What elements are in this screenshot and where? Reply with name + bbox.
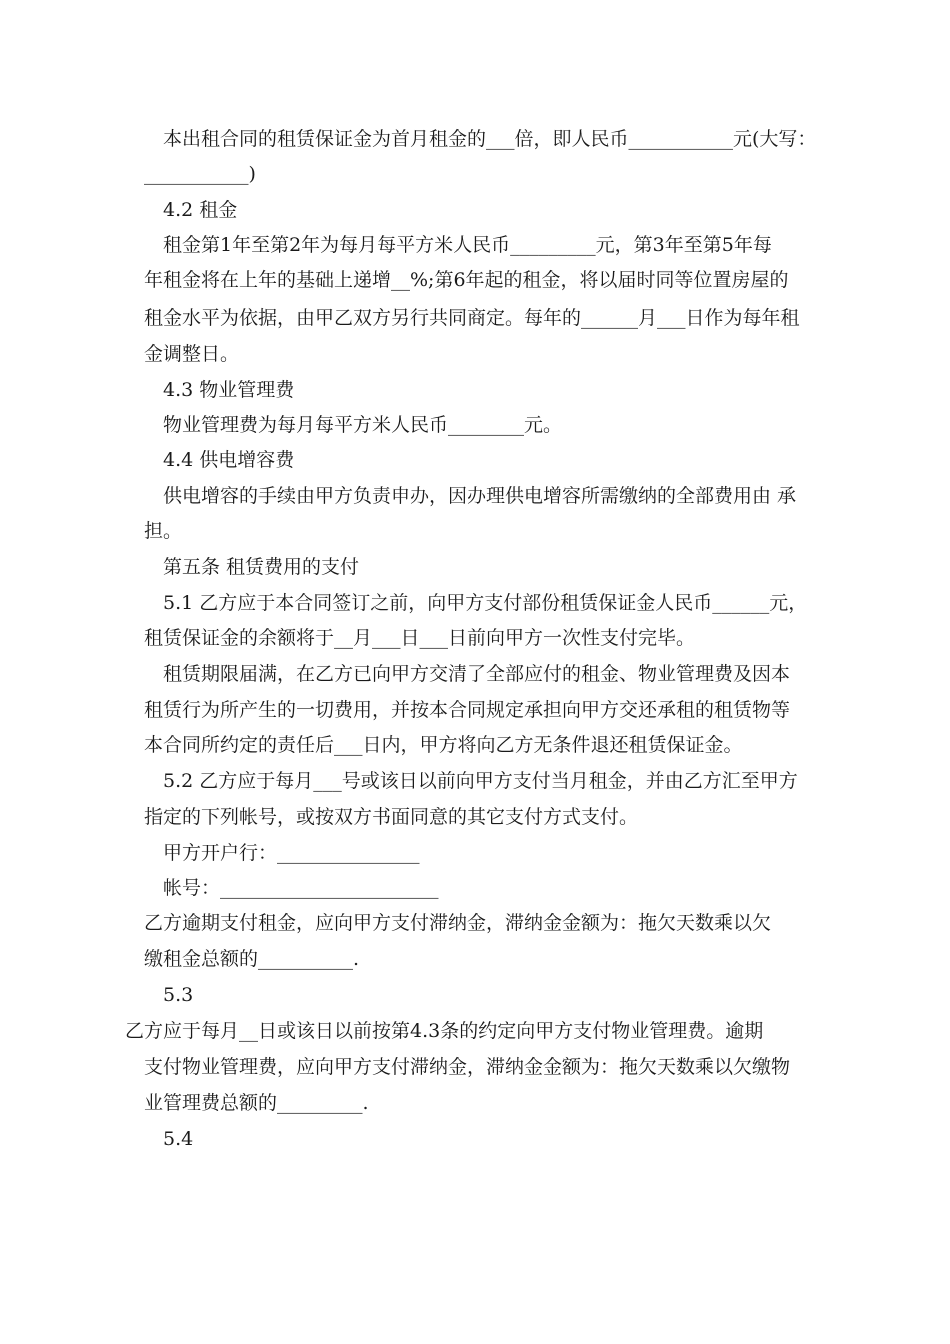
paragraph-line: 乙方逾期支付租金，应向甲方支付滞纳金，滞纳金金额为：拖欠天数乘以欠 (144, 912, 772, 934)
section-heading: 5.3 (163, 984, 194, 1006)
paragraph-line: 缴租金总额的__________. (144, 948, 360, 970)
article-heading: 第五条 租赁费用的支付 (163, 556, 360, 578)
paragraph-line: 租赁行为所产生的一切费用，并按本合同规定承担向甲方交还承租的租赁物等 (144, 699, 791, 721)
paragraph-line: 租赁期限届满，在乙方已向甲方交清了全部应付的租金、物业管理费及因本 (163, 663, 791, 685)
paragraph-line: 租赁保证金的余额将于__月___日___日前向甲方一次性支付完毕。 (144, 627, 696, 649)
paragraph-line: 供电增容的手续由甲方负责申办，因办理供电增容所需缴纳的全部费用由 承 (163, 485, 797, 507)
paragraph-line: 乙方应于每月__日或该日以前按第4.3条的约定向甲方支付物业管理费。逾期 (125, 1020, 764, 1042)
section-heading: 5.4 (163, 1128, 194, 1150)
paragraph-line: 本出租合同的租赁保证金为首月租金的___倍，即人民币___________元(大写： (163, 128, 817, 150)
paragraph-line: 支付物业管理费，应向甲方支付滞纳金，滞纳金金额为：拖欠天数乘以欠缴物 (144, 1056, 791, 1078)
paragraph-line: 5.1 乙方应于本合同签订之前，向甲方支付部份租赁保证金人民币______元， (163, 592, 808, 614)
paragraph-line: ___________) (144, 163, 256, 185)
paragraph-line: 金调整日。 (144, 343, 240, 365)
paragraph-line: 租金水平为依据，由甲乙双方另行共同商定。每年的______月___日作为每年租 (144, 307, 800, 329)
paragraph-line: 担。 (144, 520, 183, 542)
paragraph-line: 年租金将在上年的基础上递增__%;第6年起的租金，将以届时同等位置房屋的 (144, 269, 789, 291)
section-heading: 4.4 供电增容费 (163, 449, 295, 471)
account-number-line: 帐号：_______________________ (163, 877, 439, 899)
paragraph-line: 业管理费总额的_________. (144, 1092, 369, 1114)
paragraph-line: 租金第1年至第2年为每月每平方米人民币_________元，第3年至第5年每 (163, 234, 772, 256)
paragraph-line: 本合同所约定的责任后___日内，甲方将向乙方无条件退还租赁保证金。 (144, 734, 743, 756)
section-heading: 4.2 租金 (163, 199, 238, 221)
section-heading: 4.3 物业管理费 (163, 379, 295, 401)
paragraph-line: 物业管理费为每月每平方米人民币________元。 (163, 414, 563, 436)
paragraph-line: 指定的下列帐号，或按双方书面同意的其它支付方式支付。 (144, 806, 639, 828)
paragraph-line: 5.2 乙方应于每月___号或该日以前向甲方支付当月租金，并由乙方汇至甲方 (163, 770, 798, 792)
bank-name-line: 甲方开户行：_______________ (163, 842, 420, 864)
